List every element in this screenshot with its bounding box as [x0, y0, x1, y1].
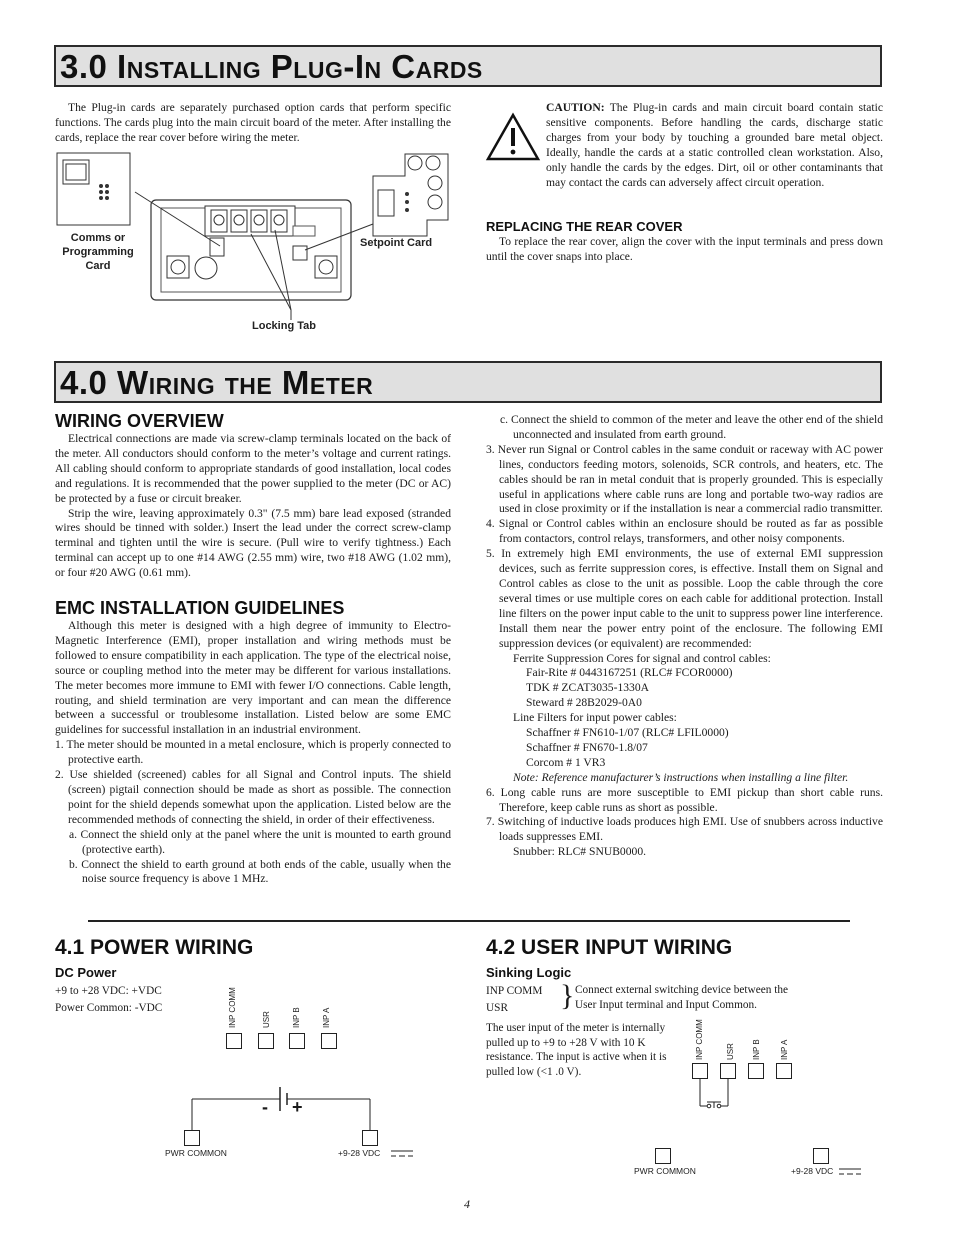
minus-sign: -: [262, 1097, 268, 1117]
terminal-inp-a: [776, 1063, 792, 1079]
terminal-label: INP A: [780, 1039, 789, 1060]
install-intro: The Plug-in cards are separately purchased option cards that perform specific functions. The cards plug into the main circuit board of the meter. After installing the cards, replace the rear cover before wiring the meter.: [55, 101, 451, 144]
locking-tab-label: Locking Tab: [252, 320, 316, 332]
comms-card-label: Comms or Programming Card: [62, 232, 134, 272]
caution-label: CAUTION:: [546, 101, 605, 114]
terminal-inp-b: [289, 1033, 305, 1049]
sinking-logic-subheading: Sinking Logic: [486, 965, 572, 980]
ferrite-item: Steward # 28B2029-0A0: [526, 696, 642, 710]
plus-sign: +: [292, 1097, 303, 1117]
emc-heading: EMC INSTALLATION GUIDELINES: [55, 598, 345, 618]
power-wiring-diagram: [180, 1085, 380, 1145]
sinking-description: Connect external switching device between the User Input terminal and Input Common.: [575, 984, 788, 1011]
page-number: 4: [464, 1197, 470, 1211]
dc-symbol-icon: [390, 1149, 414, 1159]
terminal-label: USR: [726, 1043, 735, 1060]
emc-item-2b: b. Connect the shield to earth ground at both ends of the cable, usually when the noise source frequency is above 1 MHz.: [69, 857, 451, 886]
setpoint-card-label: Setpoint Card: [360, 237, 433, 249]
terminal-inp-a: [321, 1033, 337, 1049]
emc-guidelines-right: [486, 413, 883, 860]
dc-power-subheading: DC Power: [55, 965, 117, 980]
switch-wiring-diagram: [690, 1078, 750, 1112]
section-3-banner: [54, 45, 882, 87]
terminal-label: INP COMM: [228, 987, 237, 1028]
terminal-pwr-common: [184, 1130, 200, 1146]
emc-item-2c: c. Connect the shield to common of the meter and leave the other end of the shield unconnected and insulated from earth ground.: [500, 413, 883, 441]
emc-item-7: 7. Switching of inductive loads produces high EMI. Use of snubbers across inductive loads suppresses EMI.: [486, 815, 883, 844]
terminal-label: INP B: [752, 1039, 761, 1060]
rear-cover-text: To replace the rear cover, align the cover with the input terminals and press down until the cover snaps into place.: [486, 235, 883, 263]
filter-item: Schaffner # FN670-1.8/07: [526, 740, 648, 754]
filter-item: Corcom # 1 VR3: [526, 755, 606, 769]
terminal-label: INP A: [322, 1007, 331, 1028]
caution-icon: [485, 112, 541, 162]
terminal-label: USR: [262, 1011, 271, 1028]
setpoint-card-drawing: [373, 154, 448, 236]
terminal-vdc: [813, 1148, 829, 1164]
emc-item-5: 5. In extremely high EMI environments, the use of external EMI suppression devices, such as ferrite suppression cores, is effective. Install them on Signal and Control cables as close to the unit as possible. Loop the cable through the core several times or use multiple cores on each cable for additional protection. Install line filters on the power input cable to the unit to suppress power line interference. Install them near the power entry point of the enclosure. The following EMI suppression devices (or equivalent) are recommended:: [486, 547, 883, 650]
pwr-common-label: PWR COMMON: [165, 1148, 227, 1158]
line-filter-note: Note: Reference manufacturer’s instructions when installing a line filter.: [513, 770, 849, 784]
terminal-inp-comm: [692, 1063, 708, 1079]
terminal-usr: [720, 1063, 736, 1079]
filter-heading: Line Filters for input power cables:: [513, 711, 677, 725]
user-input-heading: 4.2 USER INPUT WIRING: [486, 936, 733, 959]
ferrite-heading: Ferrite Suppression Cores for signal and control cables:: [513, 651, 771, 665]
emc-item-1: 1. The meter should be mounted in a metal enclosure, which is properly connected to protective earth.: [55, 738, 451, 767]
section-3-title: 3.0 Installing Plug-In Cards: [60, 48, 483, 85]
ferrite-item: Fair-Rite # 0443167251 (RLC# FCOR0000): [526, 666, 733, 680]
emc-item-6: 6. Long cable runs are more susceptible to EMI pickup than short cable runs. Therefore, keep cable runs as short as possible.: [486, 785, 883, 814]
pwr-common-label: PWR COMMON: [634, 1166, 696, 1176]
section-divider: [88, 920, 850, 922]
emc-item-3: 3. Never run Signal or Control cables in the same conduit or raceway with AC power lines, conductors feeding motors, solenoids, SCR controls, and heaters, etc. The cables should be ran in metal conduit that is properly grounded. This is especially useful in applications where cable runs are long and portable two-way radios are used in close proximity or if the installation is near a commercial radio transmitter.: [486, 442, 883, 516]
user-input-paragraph: The user input of the meter is internally pulled up to +9 to +28 V with 10 K resistance. The input is active when it is pulled low (<1 .0 V).: [486, 1022, 667, 1078]
terminal-label: INP B: [292, 1007, 301, 1028]
section-4-banner: [54, 361, 882, 403]
terminal-usr: [258, 1033, 274, 1049]
dc-power-text: +9 to +28 VDC: +VDC Power Common: -VDC: [55, 985, 163, 1014]
emc-item-2: 2. Use shielded (screened) cables for all Signal and Control inputs. The shield (screen) pigtail connection should be made as short as possible. The connection point for the shield depends somewhat upon the application. Listed below are the recommended methods of connecting the shield, in order of their effectiveness.: [55, 768, 451, 826]
wiring-overview-heading: WIRING OVERVIEW: [55, 411, 224, 431]
section-4-title: 4.0 Wiring the Meter: [60, 364, 374, 401]
emc-guidelines-left: Although this meter is designed with a high degree of immunity to Electro-Magnetic Interference (EMI), proper installation and wiring methods must be followed to ensure compatibility in each application. The type of the electrical noise, source or coupling method into the meter may be different for various installations. The meter becomes more immune to EMI with fewer I/O connections. Cable length, routing, and shield termination are very important and can mean the difference between a successful or troublesome installation. Listed below are some EMC guidelines for successful installation in an industrial environment. 1. The meter should be mounted in a metal enclosure, which is properly connected to protective earth. 2. Use shielded (screened) cables for all Signal and Control inputs. The shield (screen) pigtail connection should be made as short as possible. The connection point for the shield depends somewhat upon the application. Listed below are the recommended methods of connecting the shield, in order of their effectiveness. a. Connect the shield only at the panel where the unit is mounted to earth ground (protective earth). b. Connect the shield to earth ground at both ends of the cable, usually when the noise source frequency is above 1 MHz.: [55, 619, 451, 886]
comms-card-drawing: [57, 153, 130, 225]
terminal-vdc: [362, 1130, 378, 1146]
terminal-label: INP COMM: [695, 1019, 704, 1060]
emc-item-4: 4. Signal or Control cables within an enclosure should be routed as far as possible from contactors, control relays, transformers, and other noisy components.: [486, 517, 883, 546]
wiring-overview-text: Electrical connections are made via screw-clamp terminals located on the back of the meter. All conductors should conform to the meter’s voltage and current ratings. All cabling should conform to appropriate standards of good installation, local codes and regulations. It is recommended that the power supplied to the meter (DC or AC) be protected by a fuse or circuit breaker. Strip the wire, leaving approximately 0.3" (7.5 mm) bare lead exposed (stranded wires should be tinned with solder.) Insert the lead under the correct screw-clamp terminal and tighten until the wire is secure. (Pull wire to verify tightness.) Each terminal can accept up to one #14 AWG (2.55 mm) wire, two #18 AWG (1.02 mm), or four #20 AWG (0.61 mm).: [55, 432, 451, 580]
brace-glyph: }: [560, 979, 575, 1012]
filter-item: Schaffner # FN610-1/07 (RLC# LFIL0000): [526, 726, 729, 740]
snubber-text: Snubber: RLC# SNUB0000.: [513, 845, 647, 859]
rear-cover-heading: REPLACING THE REAR COVER: [486, 219, 683, 234]
emc-item-2a: a. Connect the shield only at the panel where the unit is mounted to earth ground (protective earth).: [69, 827, 451, 856]
dc-symbol-icon: [838, 1167, 862, 1177]
meter-body-drawing: [151, 200, 351, 300]
ferrite-item: TDK # ZCAT3035-1330A: [526, 681, 650, 695]
caution-text: The Plug-in cards and main circuit board contain static sensitive components. Before handling the cards, discharge static charges from your body by touching a grounded bare metal object. Ideally, handle the cards at a static controlled clean workstation. Also, only handle the cards by the edges. Dirt, oil or other contaminants that may contact the cards can adversely affect circuit operation.: [546, 101, 883, 189]
caution-block: [546, 101, 883, 190]
vdc-label: +9-28 VDC: [791, 1166, 834, 1176]
vdc-label: +9-28 VDC: [338, 1148, 381, 1158]
terminal-inp-comm: [226, 1033, 242, 1049]
terminal-inp-b: [748, 1063, 764, 1079]
sinking-labels: INP COMM USR: [486, 985, 543, 1014]
terminal-pwr-common: [655, 1148, 671, 1164]
power-wiring-heading: 4.1 POWER WIRING: [55, 936, 254, 959]
